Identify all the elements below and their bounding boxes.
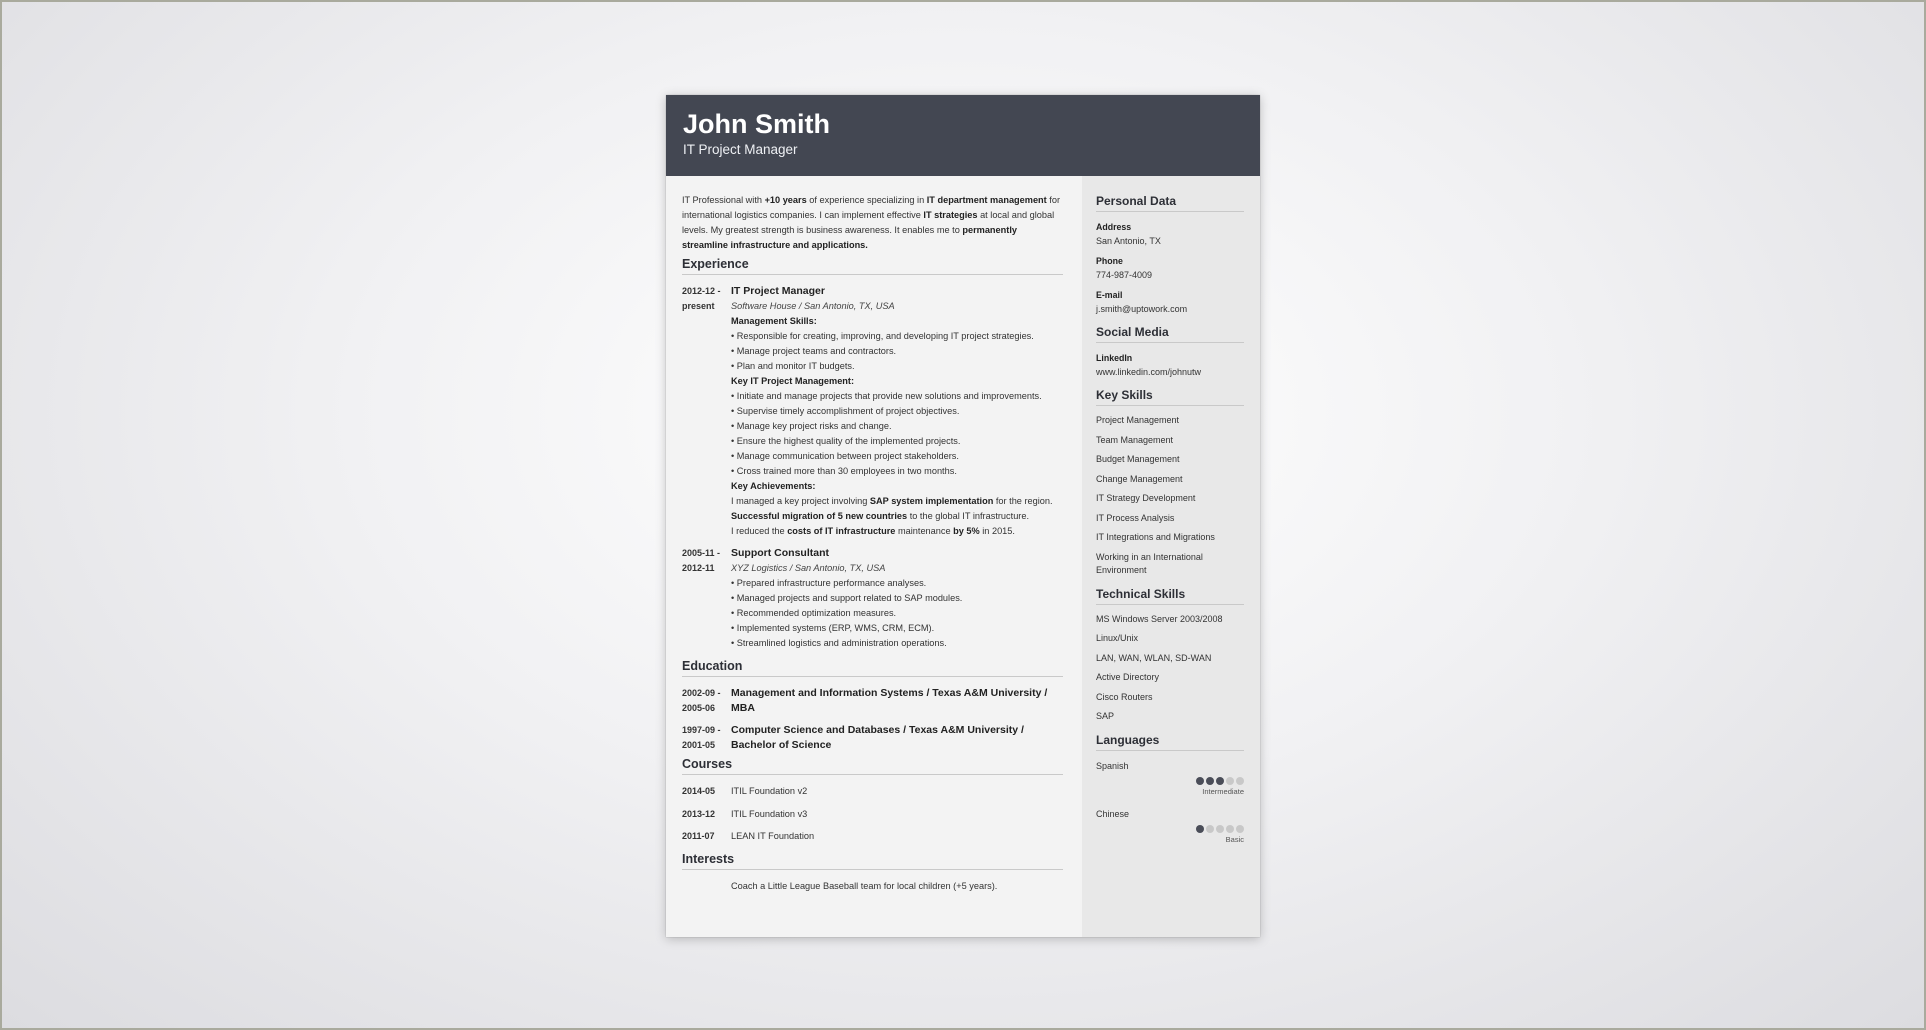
key-skill-item: IT Process Analysis — [1096, 512, 1175, 523]
job-bullet: • Recommended optimization measures. — [731, 608, 897, 618]
rating-dot — [1236, 777, 1244, 785]
entry-date: 2012-12 - present — [682, 286, 721, 311]
achievement-line: Successful migration of 5 new countries to the global IT infrastructure. — [731, 511, 1030, 521]
social-media-heading: Social Media — [1096, 325, 1244, 343]
entry-date: 2002-09 - 2005-06 — [682, 688, 721, 713]
candidate-title: IT Project Manager — [683, 142, 798, 157]
course-entry: 2011-07 LEAN IT Foundation — [682, 831, 815, 841]
technical-skills-heading: Technical Skills — [1096, 587, 1244, 605]
rating-dot — [1196, 825, 1204, 833]
email-label: E-mail — [1096, 290, 1123, 300]
job-bullet: • Plan and monitor IT budgets. — [731, 361, 855, 371]
job-section-label: Management Skills: — [731, 316, 817, 326]
technical-skill-item: SAP — [1096, 711, 1115, 721]
rating-dot — [1216, 777, 1224, 785]
resume-header — [666, 95, 1260, 176]
job-bullet: • Supervise timely accomplishment of project objectives. — [731, 406, 960, 416]
language-level: Intermediate — [1202, 786, 1244, 796]
experience-entry — [682, 284, 1063, 539]
job-title: IT Project Manager — [731, 285, 825, 297]
entry-date: 2005-11 - 2012-11 — [682, 548, 721, 573]
technical-skill-item: Linux/Unix — [1096, 633, 1139, 643]
job-section-label: Key Achievements: — [731, 481, 816, 491]
job-title: Support Consultant — [731, 547, 829, 559]
technical-skill-item: Cisco Routers — [1096, 691, 1153, 702]
job-bullet: • Manage communication between project stakeholders. — [731, 451, 959, 461]
job-bullet: • Initiate and manage projects that provide new solutions and improvements. — [731, 391, 1042, 401]
education-entry: 1997-09 - 2001-05 Computer Science and Databases / Texas A&M University / Bachelor of Science — [682, 724, 1024, 751]
key-skill-item: Working in an International Environment — [1096, 551, 1203, 575]
key-skill-item: Project Management — [1096, 415, 1180, 425]
education-entry: 2002-09 - 2005-06 Management and Information Systems / Texas A&M University / MBA — [682, 687, 1048, 714]
job-bullet: • Implemented systems (ERP, WMS, CRM, ECM). — [731, 623, 935, 633]
job-company: Software House / San Antonio, TX, USA — [731, 301, 895, 311]
achievement-line: I managed a key project involving SAP system implementation for the region. — [731, 496, 1053, 506]
technical-skill-item: Active Directory — [1096, 672, 1160, 682]
job-bullet: • Ensure the highest quality of the implemented projects. — [731, 436, 961, 446]
job-company: XYZ Logistics / San Antonio, TX, USA — [731, 563, 886, 573]
language-name: Chinese — [1096, 808, 1130, 819]
rating-dot — [1196, 777, 1204, 785]
personal-data-heading: Personal Data — [1096, 194, 1244, 212]
key-skills-heading: Key Skills — [1096, 388, 1244, 406]
key-skill-item: Budget Management — [1096, 454, 1180, 464]
job-bullet: • Manage key project risks and change. — [731, 421, 892, 431]
job-bullet: • Prepared infrastructure performance analyses. — [731, 578, 927, 588]
key-skill-item: IT Strategy Development — [1096, 493, 1196, 503]
sidebar — [1082, 176, 1260, 937]
interests-heading: Interests — [682, 852, 1063, 870]
language-level: Basic — [1225, 834, 1244, 844]
interest-entry: Coach a Little League Baseball team for local children (+5 years). — [731, 880, 998, 891]
linkedin-label: LinkedIn — [1096, 353, 1133, 363]
language-rating — [1096, 777, 1244, 787]
experience-heading: Experience — [682, 257, 1063, 275]
language-name: Spanish — [1096, 760, 1129, 771]
key-skill-item: IT Integrations and Migrations — [1096, 532, 1215, 542]
key-skill-item: Change Management — [1096, 473, 1183, 484]
job-bullet: • Streamlined logistics and administration operations. — [731, 638, 947, 648]
language-rating — [1096, 825, 1244, 835]
languages-heading: Languages — [1096, 733, 1244, 751]
profile-summary: IT Professional with +10 years of experience specializing in IT department management for international logistics companies. I can implement effective IT strategies at local and global levels. My greatest strength is business awareness. It enables me to permanently streamline infrastructure and applications. — [682, 195, 1061, 250]
phone-label: Phone — [1096, 256, 1123, 266]
education-heading: Education — [682, 659, 1063, 677]
technical-skill-item: MS Windows Server 2003/2008 — [1096, 613, 1223, 624]
course-entry: 2014-05 ITIL Foundation v2 — [682, 786, 808, 796]
key-skill-item: Team Management — [1096, 434, 1174, 445]
resume-page — [666, 95, 1260, 937]
rating-dot — [1206, 777, 1214, 785]
rating-dot — [1226, 825, 1234, 833]
rating-dot — [1226, 777, 1234, 785]
job-bullet: • Manage project teams and contractors. — [731, 346, 897, 356]
job-bullet: • Managed projects and support related to SAP modules. — [731, 593, 963, 603]
job-bullet: • Cross trained more than 30 employees in two months. — [731, 466, 957, 476]
course-entry: 2013-12 ITIL Foundation v3 — [682, 808, 808, 819]
experience-entry — [682, 546, 1063, 651]
language-entry — [1096, 759, 1244, 797]
job-section-label: Key IT Project Management: — [731, 376, 855, 386]
achievement-line: I reduced the costs of IT infrastructure maintenance by 5% in 2015. — [731, 526, 1015, 536]
address-value: San Antonio, TX — [1096, 236, 1161, 246]
job-bullet: • Responsible for creating, improving, and developing IT project strategies. — [731, 331, 1034, 341]
linkedin-value: www.linkedin.com/johnutw — [1096, 367, 1202, 377]
entry-date: 1997-09 - 2001-05 — [682, 725, 721, 750]
technical-skill-item: LAN, WAN, WLAN, SD-WAN — [1096, 652, 1212, 663]
rating-dot — [1236, 825, 1244, 833]
candidate-name: John Smith — [683, 109, 830, 139]
rating-dot — [1216, 825, 1224, 833]
courses-heading: Courses — [682, 757, 1063, 775]
address-label: Address — [1096, 222, 1132, 232]
language-entry — [1096, 807, 1244, 845]
phone-value: 774-987-4009 — [1096, 270, 1153, 280]
email-value: j.smith@uptowork.com — [1096, 304, 1188, 314]
rating-dot — [1206, 825, 1214, 833]
main-column — [682, 193, 1063, 901]
